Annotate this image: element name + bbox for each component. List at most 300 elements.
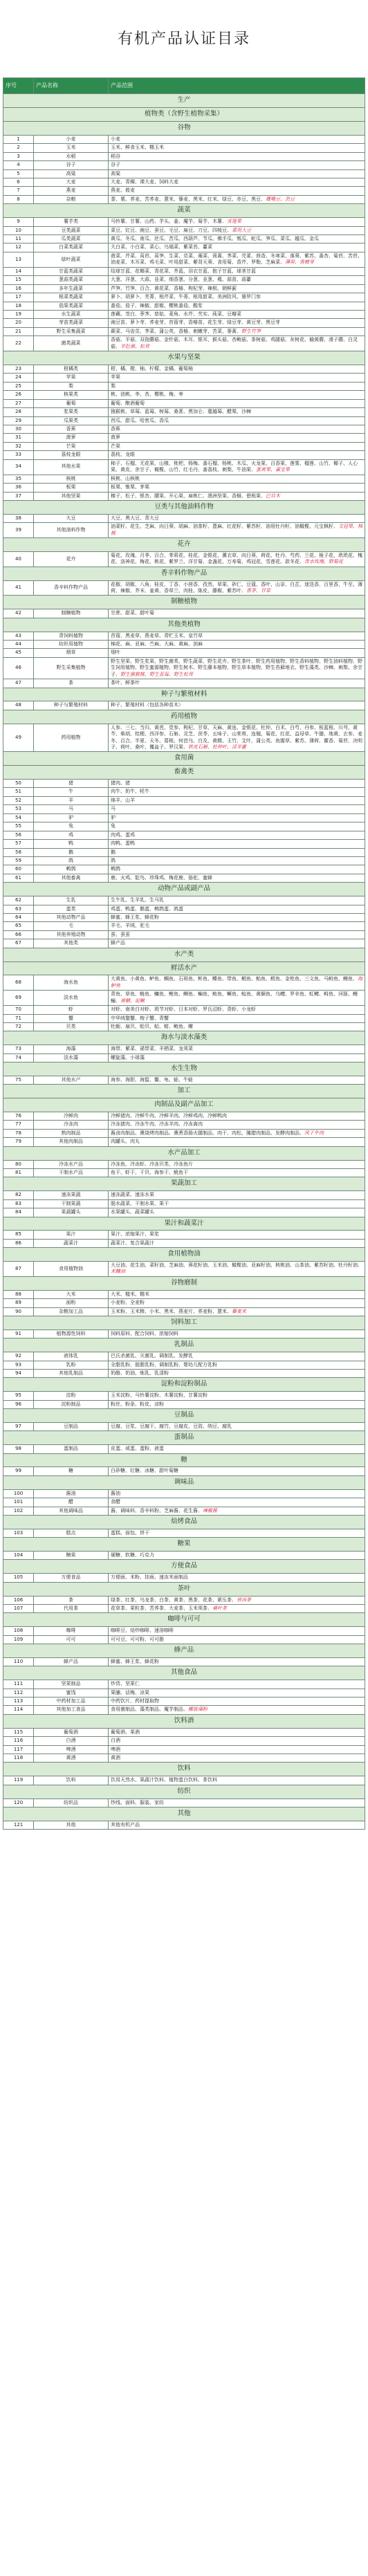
row-scope <box>109 649 365 657</box>
row-scope <box>109 178 365 187</box>
row-number: 108 <box>3 1627 34 1635</box>
section-row <box>3 596 365 609</box>
row-scope <box>109 1290 365 1298</box>
table-row <box>3 1022 365 1031</box>
row-category: 水稻 <box>34 152 109 160</box>
scope-text: 鸡蛋、鸭蛋、鹅蛋、鹌鹑蛋、鸽蛋 <box>111 905 183 912</box>
table-row <box>3 161 365 169</box>
section-row <box>3 1146 365 1160</box>
row-category: 制糖植物 <box>34 609 109 618</box>
scope-text: 鸽 <box>111 857 116 863</box>
table-row <box>3 609 365 618</box>
table-row <box>3 1307 365 1316</box>
row-number: 4 <box>3 161 34 169</box>
table-row <box>3 187 365 195</box>
section-title: 蜂产品 <box>3 1644 365 1658</box>
scope-text: 豆腐、豆浆、豆腐干、腐竹、豆腐皮、豆豉、纳豆、腐乳 <box>111 1423 232 1429</box>
row-number: 116 <box>3 1737 34 1745</box>
row-scope <box>109 1299 365 1307</box>
row-category: 菠萝 <box>34 434 109 442</box>
certification-table <box>3 77 365 1830</box>
table-row <box>3 856 365 865</box>
row-number: 114 <box>3 1706 34 1714</box>
table-row <box>3 1498 365 1507</box>
row-number: 74 <box>3 1054 34 1062</box>
row-category: 小麦 <box>34 135 109 143</box>
section-row <box>3 1378 365 1392</box>
row-category: 核桃 <box>34 475 109 483</box>
header-category: 产品名称 <box>34 78 109 94</box>
row-number: 109 <box>3 1635 34 1644</box>
scope-added-text: 、海鲈鱼 <box>111 976 362 988</box>
scope-text: 黄瓜、冬瓜、南瓜、丝瓜、苦瓜、西葫芦、节瓜、佛手瓜、瓠瓜、蛇瓜、笋瓜、菜瓜、越瓜、金瓜 <box>111 236 319 242</box>
table-row <box>3 1728 365 1736</box>
row-scope <box>109 1604 365 1612</box>
row-category: 纺织用植物 <box>34 640 109 648</box>
scope-text: 芒果 <box>111 443 120 449</box>
scope-text: 肉鸡、蛋鸡 <box>111 831 135 838</box>
row-category: 其他坚果 <box>34 492 109 500</box>
row-number: 42 <box>3 609 34 618</box>
row-category: 贝类 <box>34 1022 109 1031</box>
row-category: 其他养殖动物 <box>34 930 109 939</box>
table-row <box>3 1076 365 1084</box>
scope-text: 果脯、话梅、凉果 <box>111 1689 149 1695</box>
row-scope <box>109 1574 365 1582</box>
row-number: 34 <box>3 459 34 475</box>
section-title: 水产品加工 <box>3 1146 365 1160</box>
row-scope <box>109 840 365 848</box>
row-scope <box>109 425 365 434</box>
table-row <box>3 657 365 679</box>
scope-text: 白酒 <box>111 1738 120 1744</box>
row-number: 52 <box>3 796 34 804</box>
row-number: 79 <box>3 1138 34 1146</box>
table-row <box>3 1006 365 1014</box>
scope-text: 苹果 <box>111 374 120 380</box>
row-scope <box>109 831 365 839</box>
table-row <box>3 1745 365 1754</box>
scope-text: 鹿、火鸡、鸵鸟、珍珠鸡、梅花鹿、骆驼、蜜蜂 <box>111 874 212 881</box>
section-row <box>3 1177 365 1191</box>
scope-text: 酱卤肉制品、熏烧烤肉制品、熏煮香肠火腿制品、肉干、肉松、腌腊肉制品、发酵肉制品 <box>111 1130 300 1136</box>
scope-text: 柿子、石榴、无花果、山楂、枇杷、杨梅、番石榴、杨桃、木瓜、火龙果、百香果、莲雾、榴莲、山竹、椰子、人心果、黄皮、余甘子、橄榄、山竹、红毛丹、番荔枝、刺梨、牛油果 <box>111 460 358 473</box>
row-scope <box>109 905 365 913</box>
table-row <box>3 1627 365 1635</box>
row-scope <box>109 169 365 178</box>
row-category: 瓜类蔬菜 <box>34 235 109 243</box>
scope-text: 螺旋藻、小球藻 <box>111 1054 145 1060</box>
row-scope <box>109 144 365 152</box>
row-category: 鹅 <box>34 848 109 856</box>
table-row <box>3 226 365 234</box>
table-row <box>3 484 365 492</box>
row-number: 26 <box>3 391 34 399</box>
table-row <box>3 1529 365 1537</box>
row-number: 83 <box>3 1199 34 1208</box>
row-number: 81 <box>3 1168 34 1177</box>
row-number: 18 <box>3 302 34 310</box>
table-row <box>3 796 365 804</box>
section-title: 焙烤食品 <box>3 1515 365 1529</box>
row-number: 7 <box>3 187 34 195</box>
scope-text: 鹌鹑 <box>111 866 120 872</box>
row-scope <box>109 319 365 327</box>
row-number: 29 <box>3 416 34 425</box>
scope-text: 苜蓿、黑麦草、燕麦草、青贮玉米、皇竹草 <box>111 632 203 638</box>
row-category: 其他动物产品 <box>34 913 109 921</box>
row-scope <box>109 161 365 169</box>
row-category: 荔枝龙眼 <box>34 451 109 459</box>
row-number: 35 <box>3 475 34 483</box>
row-number: 62 <box>3 896 34 905</box>
row-scope <box>109 813 365 822</box>
row-category: 花卉 <box>34 551 109 567</box>
section-row <box>3 1248 365 1262</box>
row-number: 93 <box>3 1361 34 1369</box>
row-scope <box>109 514 365 522</box>
row-category: 杂粮 <box>34 195 109 203</box>
row-number: 104 <box>3 1552 34 1560</box>
scope-added-text: 、菜用大豆 <box>227 227 251 233</box>
table-row <box>3 1507 365 1515</box>
scope-text: 肉鸭、蛋鸭 <box>111 840 135 847</box>
row-number: 54 <box>3 813 34 822</box>
scope-text: 饮用天然水、果蔬汁饮料、植物蛋白饮料、茶饮料 <box>111 1777 217 1783</box>
scope-text: 咖啡豆、焙炒咖啡、速溶咖啡 <box>111 1628 174 1634</box>
table-row <box>3 1604 365 1612</box>
section-title: 其他食品 <box>3 1666 365 1680</box>
table-row <box>3 813 365 822</box>
row-number: 71 <box>3 1014 34 1022</box>
section-title: 动物产品或副产品 <box>3 883 365 896</box>
scope-text: 香菇、平菇、双孢蘑菇、金针菇、木耳、银耳、猴头菇、杏鲍菇、茶树菇、鸡腿菇、灰树花、榆黄蘑、滑子蘑、白灵菇 <box>111 337 358 349</box>
row-scope <box>109 874 365 882</box>
scope-added-text: 、野生竹笋 <box>237 328 261 334</box>
row-scope <box>109 135 365 143</box>
scope-text: 葡萄酒、果酒 <box>111 1729 140 1735</box>
table-row <box>3 701 365 710</box>
section-row <box>3 1475 365 1489</box>
scope-text: 油菜籽、花生、芝麻、向日葵、胡麻、油茶籽、蓖麻、红花籽、紫苏籽、油用牡丹籽、油橄榄、元宝枫籽 <box>111 524 333 530</box>
row-scope <box>109 284 365 293</box>
row-category: 冷冻肉 <box>34 1121 109 1129</box>
scope-text: 棉花、麻、亚麻、苎麻、大麻、黄麻、剑麻 <box>111 641 203 647</box>
row-number: 91 <box>3 1330 34 1338</box>
row-scope <box>109 1014 365 1022</box>
row-scope <box>109 701 365 710</box>
row-number: 60 <box>3 865 34 874</box>
row-category: 植物源性饲料 <box>34 1330 109 1338</box>
row-scope <box>109 475 365 483</box>
row-number: 51 <box>3 788 34 796</box>
scope-text: 全脂乳粉、脱脂乳粉、调制乳粉、婴幼儿配方乳粉 <box>111 1361 217 1368</box>
table-row <box>3 1369 365 1377</box>
row-category: 浆果类 <box>34 408 109 416</box>
row-category: 可可 <box>34 1635 109 1644</box>
scope-text: 肉牛、奶牛、牦牛 <box>111 789 149 795</box>
scope-text: 羊毛、羊绒、驼毛 <box>111 923 149 929</box>
section-row <box>3 1515 365 1529</box>
table-row <box>3 1422 365 1430</box>
row-category: 菌类蔬菜 <box>34 336 109 351</box>
row-scope <box>109 1689 365 1697</box>
row-scope <box>109 657 365 679</box>
row-scope <box>109 1112 365 1120</box>
scope-added-text: 、黄鳝、泥鳅 <box>116 997 145 1004</box>
row-category: 马 <box>34 805 109 813</box>
row-scope <box>109 551 365 567</box>
row-number: 44 <box>3 640 34 648</box>
table-row <box>3 1400 365 1408</box>
scope-text: 人参、三七、当归、黄芪、党参、枸杞、甘草、天麻、黄连、金银花、杜仲、白术、白芍、丹参、板蓝根、川芎、黄芩、柴胡、桔梗、西洋参、石斛、灵芝、茯苓、五味子、山茱萸、连翘、菊花、红花、益母草、牛膝、地黄、玄参、麦冬、百合、半夏、天冬、葛根、何首乌、白及、黄精、玉竹、艾叶、蒲公英、鱼腥草、紫苏、薄荷、藿香、菊苣、决明子、荷叶、桑叶、覆盆子、罗汉果 <box>111 724 362 750</box>
table-row <box>3 243 365 252</box>
table-row <box>3 1737 365 1745</box>
row-scope <box>109 1635 365 1644</box>
scope-text: 大豆、黑大豆、青大豆 <box>111 515 159 521</box>
scope-text: 蚕、蚕茧 <box>111 931 130 937</box>
section-row <box>3 1714 365 1728</box>
table-row <box>3 399 365 407</box>
row-category: 玉米 <box>34 144 109 152</box>
row-category: 干制水产品 <box>34 1168 109 1177</box>
row-scope <box>109 1552 365 1560</box>
row-category: 面粉 <box>34 1299 109 1307</box>
row-category: 虾 <box>34 1006 109 1014</box>
row-number: 97 <box>3 1422 34 1430</box>
table-row <box>3 1054 365 1062</box>
row-number: 16 <box>3 284 34 293</box>
row-scope <box>109 780 365 788</box>
row-category: 乳粉 <box>34 1361 109 1369</box>
scope-text: 皮蛋、咸蛋、蛋粉、液蛋 <box>111 1446 164 1452</box>
table-row <box>3 939 365 948</box>
row-scope <box>109 336 365 351</box>
table-row <box>3 327 365 335</box>
table-row <box>3 1689 365 1697</box>
scope-text: 青鱼、草鱼、鲢鱼、鳙鱼、鲤鱼、鲫鱼、鳊鱼、鲂鱼、鳜鱼、鲶鱼、黄颡鱼、乌鳢、罗非鱼、虹鳟、鲟鱼、河豚、鳗鲡 <box>111 991 358 1004</box>
row-category: 梨 <box>34 382 109 390</box>
section-title: 肉制品及副产品加工 <box>3 1098 365 1112</box>
row-scope <box>109 442 365 450</box>
section-row <box>3 1560 365 1574</box>
table-row <box>3 1231 365 1239</box>
row-number: 82 <box>3 1191 34 1199</box>
table-row <box>3 1045 365 1054</box>
row-scope <box>109 416 365 425</box>
section-title: 饲料加工 <box>3 1316 365 1330</box>
table-row <box>3 382 365 390</box>
section-title: 香辛料作物产品 <box>3 567 365 580</box>
row-category: 白菜类蔬菜 <box>34 243 109 252</box>
row-scope <box>109 1129 365 1137</box>
row-category: 咖啡 <box>34 1627 109 1635</box>
row-number: 96 <box>3 1400 34 1408</box>
row-scope <box>109 1498 365 1507</box>
section-title: 制糖植物 <box>3 596 365 609</box>
table-row <box>3 178 365 187</box>
row-scope <box>109 609 365 618</box>
row-category: 牛 <box>34 788 109 796</box>
row-number: 43 <box>3 632 34 640</box>
row-category: 中药材加工品 <box>34 1698 109 1706</box>
scope-text: 玉米粉、玉米糁、小米、黑米、燕麦片、荞麦粉、薏米 <box>111 1308 227 1314</box>
row-number: 57 <box>3 840 34 848</box>
table-row <box>3 451 365 459</box>
row-scope <box>109 1422 365 1430</box>
scope-text: 速冻蔬菜、速冻水果 <box>111 1192 154 1198</box>
row-scope <box>109 187 365 195</box>
row-scope <box>109 1006 365 1014</box>
table-row <box>3 1199 365 1208</box>
row-scope <box>109 1745 365 1754</box>
table-row <box>3 284 365 293</box>
row-scope <box>109 865 365 874</box>
scope-text: 菜豆、豇豆、豌豆、蚕豆、毛豆、扁豆、刀豆、四棱豆 <box>111 227 227 233</box>
row-category: 方便食品 <box>34 1574 109 1582</box>
table-row <box>3 365 365 373</box>
scope-text: 荔枝、龙眼 <box>111 452 135 458</box>
row-number: 76 <box>3 1112 34 1120</box>
row-category: 黄酒 <box>34 1754 109 1763</box>
scope-text: 脱水蔬菜、干制水果、果干 <box>111 1200 169 1206</box>
row-number: 72 <box>3 1022 34 1031</box>
section-title: 水产类 <box>3 948 365 962</box>
row-category: 种子与繁殖材料 <box>34 701 109 710</box>
row-number: 21 <box>3 327 34 335</box>
row-category: 其他水产 <box>34 1076 109 1084</box>
row-category: 蛋制品 <box>34 1445 109 1453</box>
row-category: 鸽 <box>34 856 109 865</box>
section-row <box>3 1763 365 1776</box>
row-scope <box>109 310 365 318</box>
table-row <box>3 1445 365 1453</box>
scope-text: 玉米淀粉、马铃薯淀粉、木薯淀粉、甘薯淀粉 <box>111 1392 208 1399</box>
scope-text: 花草茶、果粒茶、苦荞茶、大麦茶、玉米须茶 <box>111 1605 208 1611</box>
row-number: 65 <box>3 922 34 930</box>
scope-text: 莲藕、茭白、荸荠、慈姑、菱角、水芹、芡实、莼菜、豆瓣菜 <box>111 311 241 317</box>
table-row <box>3 1330 365 1338</box>
section-title: 畜禽类 <box>3 766 365 780</box>
row-scope <box>109 235 365 243</box>
row-scope <box>109 1239 365 1247</box>
scope-text: 鹅 <box>111 849 116 855</box>
row-category: 海藻 <box>34 1045 109 1054</box>
row-category: 葱蒜类蔬菜 <box>34 276 109 284</box>
row-number: 117 <box>3 1745 34 1754</box>
row-number: 11 <box>3 235 34 243</box>
section-title: 调味品 <box>3 1475 365 1489</box>
row-category: 茶 <box>34 679 109 688</box>
table-row <box>3 640 365 648</box>
row-number: 102 <box>3 1507 34 1515</box>
row-category: 野生采集植物 <box>34 657 109 679</box>
row-category: 其他乳制品 <box>34 1369 109 1377</box>
scope-text: 黄酒 <box>111 1755 120 1761</box>
section-row <box>3 1807 365 1821</box>
section-title: 糖果 <box>3 1538 365 1552</box>
row-number: 75 <box>3 1076 34 1084</box>
row-category: 其他 <box>34 1821 109 1829</box>
section-title: 方便食品 <box>3 1560 365 1574</box>
row-scope <box>109 408 365 416</box>
row-number: 58 <box>3 848 34 856</box>
row-category: 大豆 <box>34 514 109 522</box>
row-category: 其他油料作物 <box>34 523 109 538</box>
scope-text: 黍、粟、荞麦、苦荞麦、薏米、藜麦、黑米、红米、绿豆、赤豆、黑豆 <box>111 196 261 202</box>
row-scope <box>109 1121 365 1129</box>
row-number: 106 <box>3 1596 34 1604</box>
row-category: 野生采集蔬菜 <box>34 327 109 335</box>
row-number: 99 <box>3 1467 34 1475</box>
section-title: 种子与繁殖材料 <box>3 688 365 701</box>
row-category: 代用茶 <box>34 1604 109 1612</box>
row-number: 49 <box>3 724 34 752</box>
scope-text: 可可豆、可可粉、可可脂 <box>111 1636 164 1642</box>
scope-text: 巴氏杀菌乳、灭菌乳、调制乳、发酵乳 <box>111 1353 193 1359</box>
section-title: 果蔬加工 <box>3 1177 365 1191</box>
section-title: 蛋制品 <box>3 1431 365 1445</box>
row-number: 38 <box>3 514 34 522</box>
row-number: 103 <box>3 1529 34 1537</box>
row-scope <box>109 1208 365 1217</box>
row-scope <box>109 580 365 596</box>
scope-added-text: 、薄荷、香椿芽 <box>280 259 314 266</box>
scope-text: 柑、橘、橙、柚、柠檬、金橘、葡萄柚 <box>111 365 193 371</box>
row-scope <box>109 1138 365 1146</box>
row-scope <box>109 1022 365 1031</box>
scope-text: 中华绒螯蟹、梭子蟹、青蟹 <box>111 1015 169 1021</box>
row-scope <box>109 1231 365 1239</box>
table-row <box>3 1208 365 1217</box>
header-scope: 产品范围 <box>109 78 365 94</box>
row-category: 蔬菜汁 <box>34 1239 109 1247</box>
scope-text: 绵羊、山羊 <box>111 797 135 803</box>
row-category: 豆制品 <box>34 1422 109 1430</box>
scope-text: 鱼干、虾干、干贝、海参干、鱿鱼干 <box>111 1169 188 1175</box>
table-row <box>3 293 365 302</box>
table-row <box>3 1191 365 1199</box>
row-scope <box>109 1352 365 1361</box>
section-title: 糖 <box>3 1453 365 1467</box>
table-row <box>3 551 365 567</box>
scope-text: 奶酪、奶油、炼乳、乳清粉 <box>111 1370 169 1376</box>
table-row <box>3 805 365 813</box>
row-scope <box>109 848 365 856</box>
table-row <box>3 1574 365 1582</box>
row-scope <box>109 1507 365 1515</box>
scope-added-text: 、桑叶茶 <box>208 1605 227 1611</box>
row-category: 熟肉制品 <box>34 1129 109 1137</box>
row-number: 48 <box>3 701 34 710</box>
table-row <box>3 492 365 500</box>
row-scope <box>109 459 365 475</box>
row-number: 95 <box>3 1392 34 1400</box>
row-scope <box>109 640 365 648</box>
row-number: 50 <box>3 780 34 788</box>
table-row <box>3 336 365 351</box>
scope-text: 菠萝 <box>111 434 120 441</box>
row-scope <box>109 1821 365 1829</box>
row-number: 110 <box>3 1657 34 1666</box>
row-category: 葡萄酒 <box>34 1728 109 1736</box>
scope-text: 冷冻鱼、冷冻虾、冷冻贝类、冷冻鱼片 <box>111 1161 193 1167</box>
row-category: 其他畜禽 <box>34 874 109 882</box>
row-category: 蜜饯 <box>34 1689 109 1697</box>
header-number: 序号 <box>3 78 34 94</box>
row-number: 69 <box>3 991 34 1006</box>
row-category: 香辛料作物产品 <box>34 580 109 596</box>
